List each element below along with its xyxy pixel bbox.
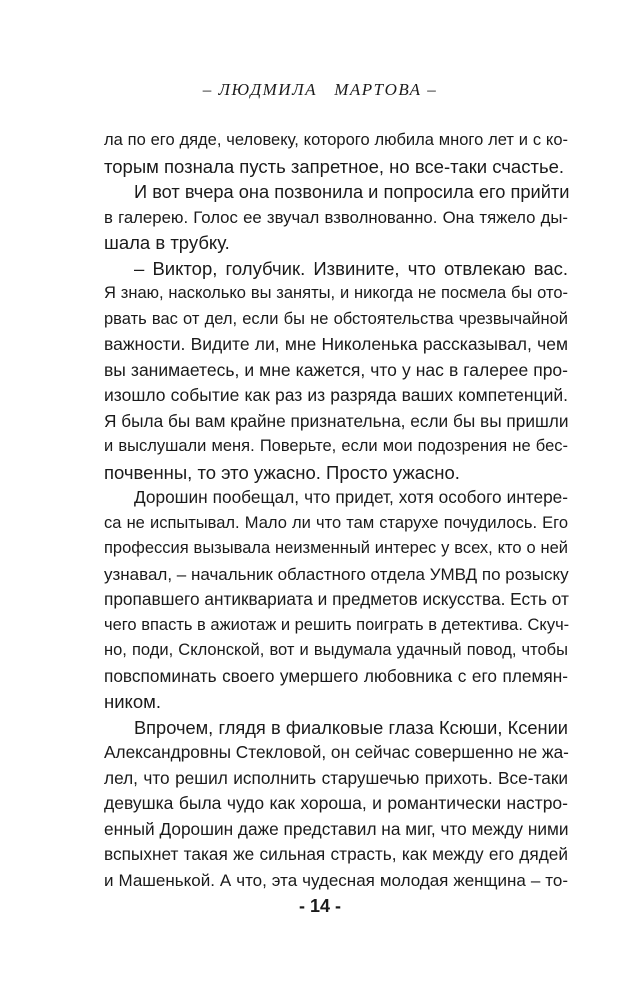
text-line: рвать вас от дел, если бы не обстоятельства чрезвычайной — [104, 309, 568, 328]
text-line: Дорошин пообещал, что придет, хотя особого интере- — [134, 487, 568, 507]
text-line: девушка была чудо как хороша, и романтически настро- — [104, 793, 568, 813]
text-line: И вот вчера она позвонила и попросила его прийти — [134, 181, 570, 202]
text-line: торым познала пусть запретное, но все-таки счастье. — [104, 155, 565, 177]
text-line: енный Дорошин даже представил на миг, что между ними — [104, 818, 569, 839]
text-line: Я знаю, насколько вы заняты, и никогда не посмела бы ото- — [104, 284, 568, 302]
text-line: пропавшего антиквариата и предметов искусства. Есть от — [104, 589, 569, 609]
running-header: – ЛЮДМИЛА МАРТОВА – — [202, 80, 438, 99]
text-line: важности. Видите ли, мне Николенька рассказывал, чем — [104, 334, 568, 354]
text-line: ла по его дяде, человеку, которого любила много лет и с ко- — [104, 131, 568, 149]
text-line: ником. — [104, 691, 161, 712]
text-line: Я была бы вам крайне признательна, если бы вы пришли — [104, 410, 569, 431]
body-text — [104, 128, 568, 893]
paragraph — [104, 179, 568, 256]
page-number: - 14 - — [298, 896, 341, 916]
text-line: профессия вызывала неизменный интерес у всех, кто о ней — [104, 539, 568, 557]
paragraph — [104, 256, 568, 486]
text-line: изошло событие как раз из разряда ваших компетенций. — [104, 385, 568, 405]
text-line: Впрочем, глядя в фиалковые глаза Ксюши, Ксении — [134, 716, 568, 738]
paragraph — [104, 715, 568, 894]
text-line: узнавал, – начальник областного отдела УМВД по розыску — [104, 564, 569, 584]
text-line: Александровны Стекловой, он сейчас совершенно не жа- — [104, 742, 569, 762]
text-line: шала в трубку. — [104, 232, 230, 253]
text-line: вспыхнет такая же сильная страсть, как между его дядей — [104, 844, 568, 864]
text-line: – Виктор, голубчик. Извините, что отвлекаю вас. — [134, 257, 568, 279]
text-line: чего впасть в ажиотаж и решить поиграть в детектива. Скуч- — [104, 615, 570, 634]
text-line: вы занимаетесь, и мне кажется, что у нас в галерее про- — [104, 359, 568, 380]
text-line: повспоминать своего умершего любовника с его племян- — [104, 665, 568, 686]
paragraph — [104, 485, 568, 715]
text-line: са не испытывал. Мало ли что там старухе почудилось. Его — [104, 513, 568, 532]
text-line: но, поди, Склонской, вот и выдумала удачный повод, чтобы — [104, 641, 568, 659]
paragraph — [104, 128, 568, 179]
text-line: почвенны, то это ужасно. Просто ужасно. — [104, 461, 460, 483]
text-line: лел, что решил исполнить старушечью прихоть. Все-таки — [104, 767, 568, 788]
text-line: и выслушали меня. Поверьте, если мои подозрения не бес- — [104, 437, 568, 455]
text-line: и Машенькой. А что, эта чудесная молодая женщина – то- — [104, 870, 568, 890]
text-line: в галерею. Голос ее звучал взволнованно. Она тяжело ды- — [104, 207, 568, 227]
